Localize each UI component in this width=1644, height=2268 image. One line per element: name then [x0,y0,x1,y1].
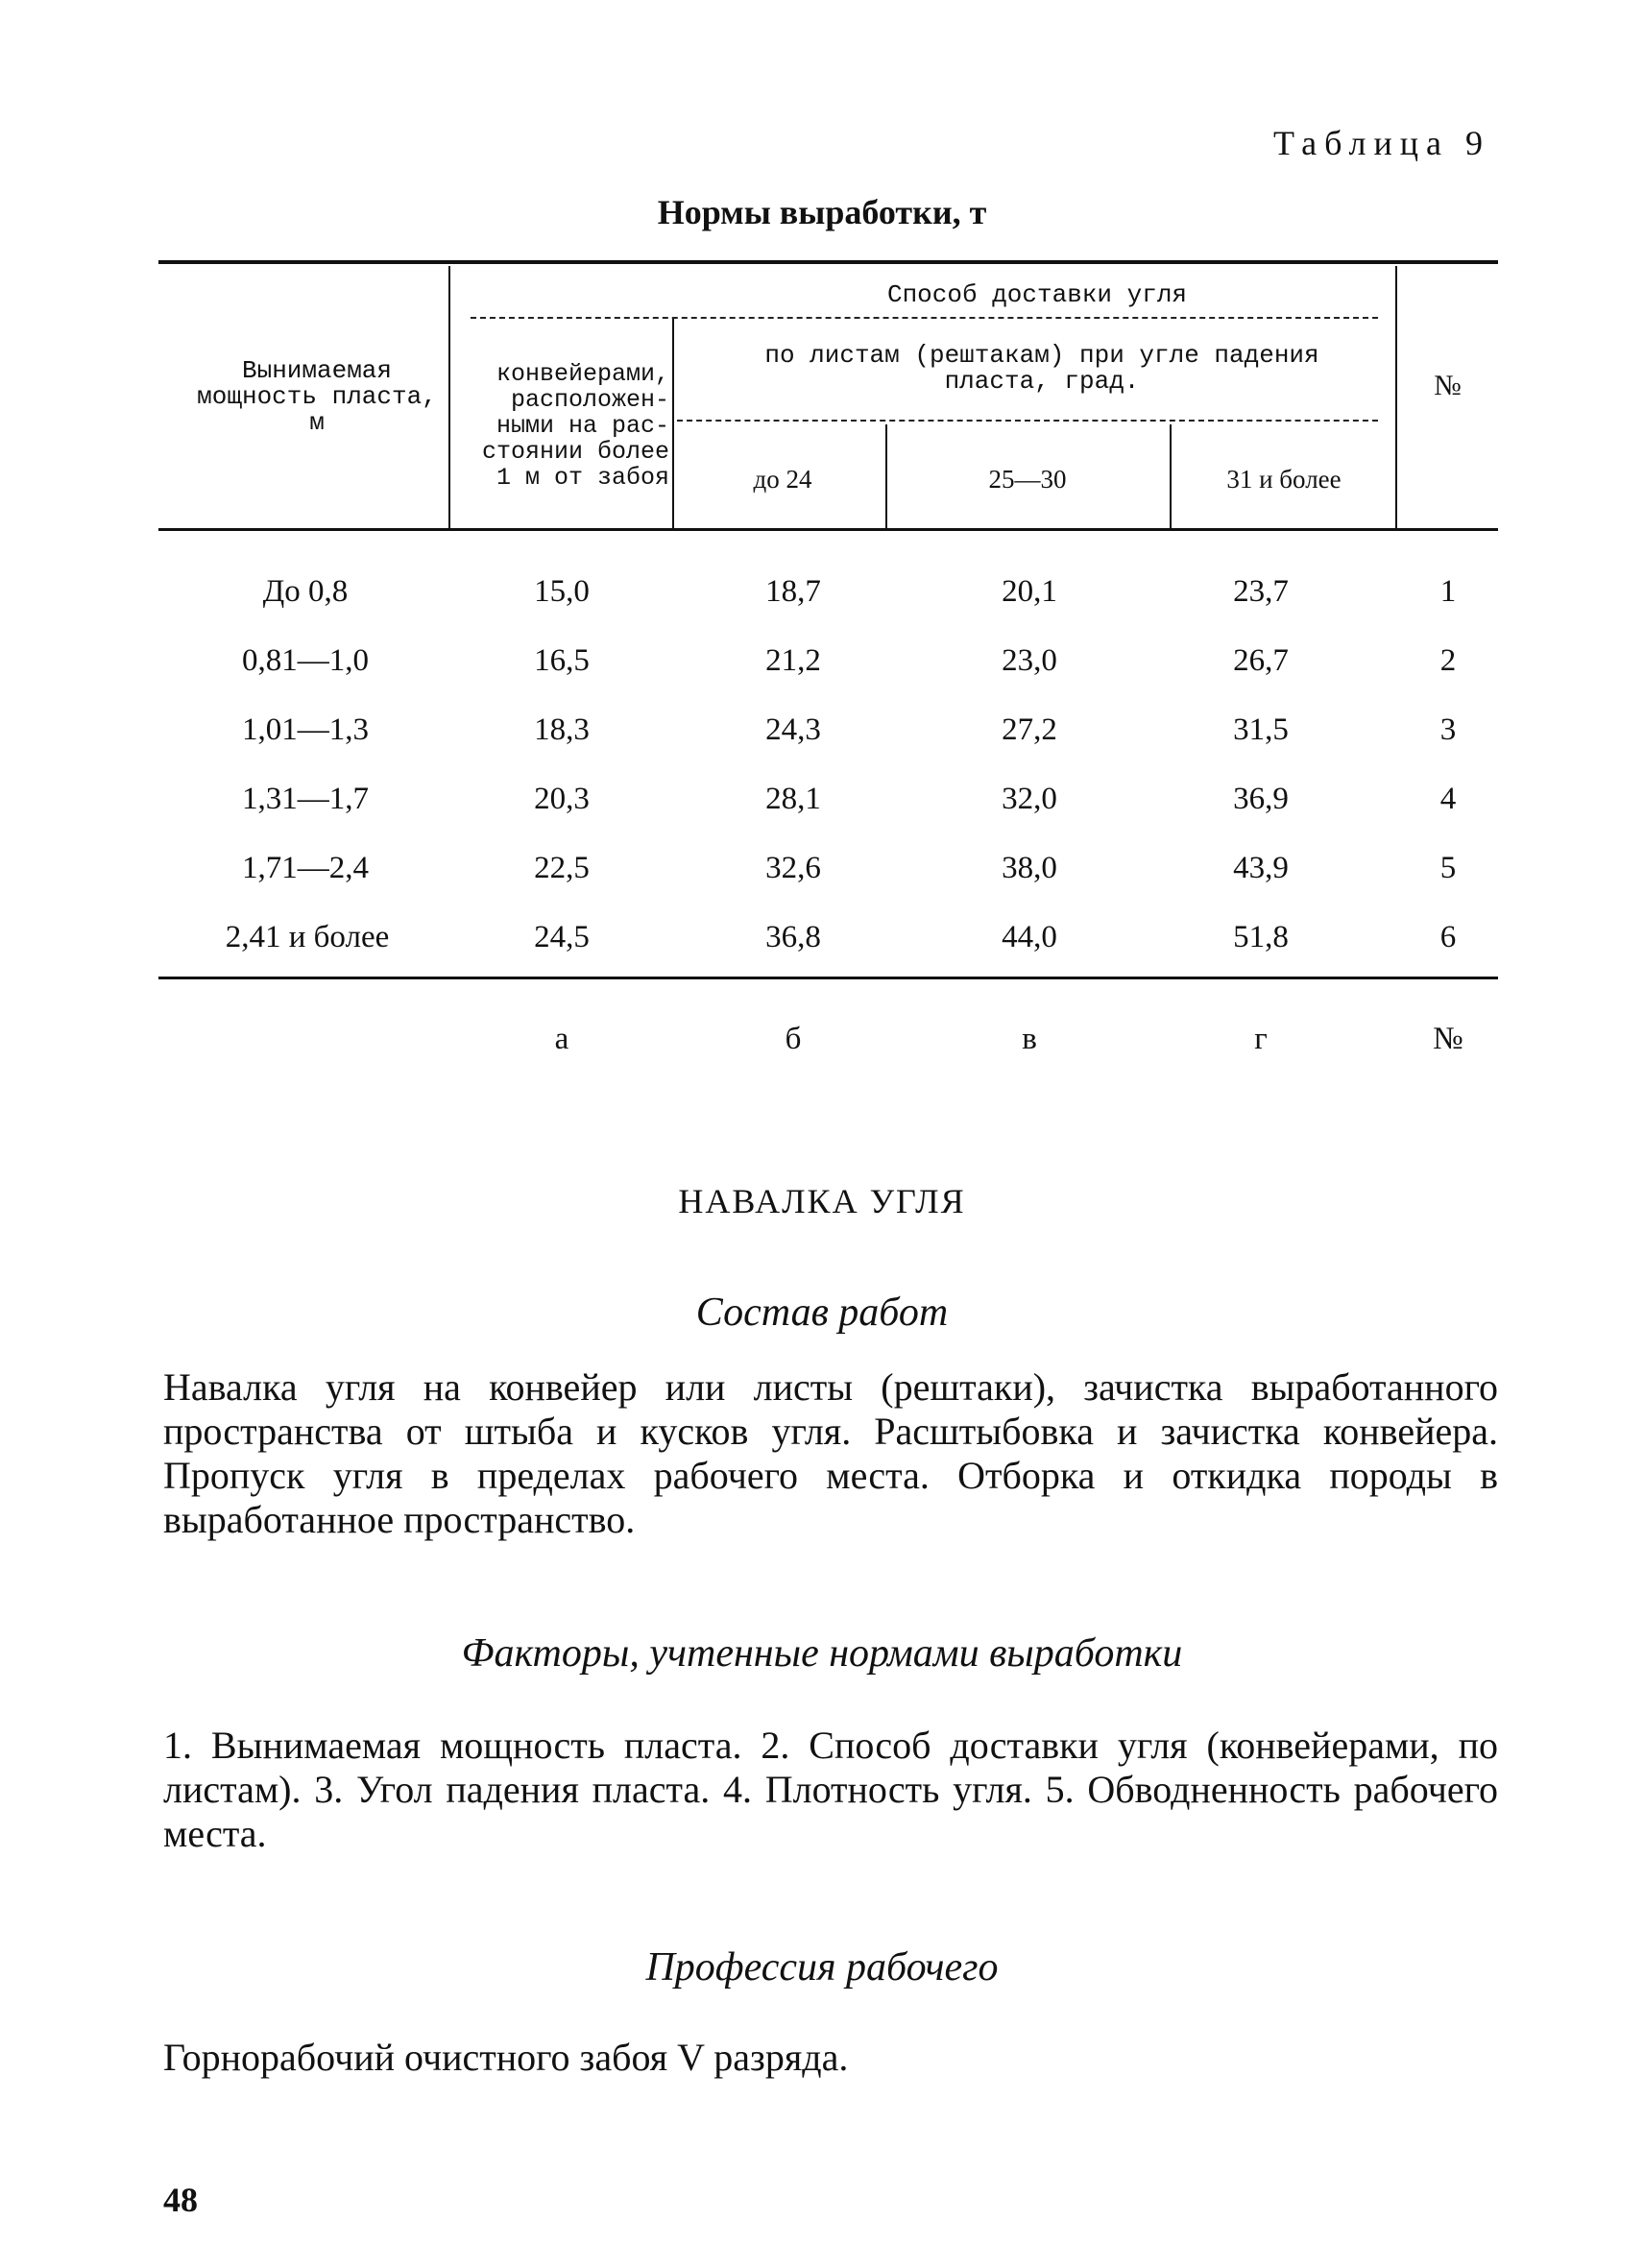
cell-c: 38,0 [1002,851,1057,885]
cell-d: 26,7 [1233,643,1289,678]
header-col-a-line4: стоянии более [481,438,669,466]
cell-thickness: 1,71—2,4 [242,851,369,885]
cell-c: 27,2 [1002,712,1057,747]
delivery-group-rule [471,317,1378,319]
footer-a: а [554,1022,569,1056]
cell-thickness: 2,41 и более [225,920,390,954]
cell-b: 21,2 [765,643,821,678]
table-title: Нормы выработки, т [657,193,987,231]
cell-no: 3 [1439,712,1457,747]
footer-no: № [1433,1022,1463,1056]
cell-b: 32,6 [765,851,821,885]
cell-b: 36,8 [765,920,821,954]
header-col-a [453,361,669,491]
table-label: Таблица 9 [1273,124,1490,162]
header-col-d: 31 и более [1226,465,1342,494]
cell-a: 22,5 [534,851,590,885]
header-col-no: № [1434,370,1462,401]
header-thickness: Вынимаемая мощность пласта, м [197,356,437,437]
header-col-b: до 24 [753,465,812,494]
header-col-c: 25—30 [988,465,1067,494]
cell-d: 31,5 [1233,712,1289,747]
cell-no: 5 [1439,851,1457,885]
cell-thickness: 1,31—1,7 [242,782,369,816]
cell-b: 28,1 [765,782,821,816]
header-col-a-line1: конвейерами, [496,360,669,388]
cell-a: 15,0 [534,574,590,609]
factors-heading: Факторы, учтенные нормами выработки [461,1631,1183,1676]
cell-c: 44,0 [1002,920,1057,954]
footer-d: г [1254,1022,1268,1056]
footer-c: в [1022,1022,1037,1056]
composition-heading: Состав работ [695,1291,949,1335]
section-title: НАВАЛКА УГЛЯ [678,1182,966,1220]
cell-no: 2 [1439,643,1457,678]
cell-b: 18,7 [765,574,821,609]
header-delivery-method: Способ доставки угля [886,280,1188,309]
header-col-a-line2: расположен- [510,386,669,414]
profession-text: Горнорабочий очистного забоя V разряда. [163,2036,849,2079]
cell-d: 43,9 [1233,851,1289,885]
composition-text: Навалка угля на конвейер или листы (рештаки), зачистка выработанного пространства от штыба и кусков угля. Расштыбовка и зачистка конвейера. Пропуск угля в пределах рабочего места. Отборка и откидка породы в выработанное пространство. [163,1365,1498,1541]
sheets-group-rule [677,420,1378,422]
divider-col0 [448,266,450,528]
cell-a: 20,3 [534,782,590,816]
cell-a: 24,5 [534,920,590,954]
cell-thickness: 0,81—1,0 [242,643,369,678]
header-bottom-rule [158,528,1498,531]
cell-a: 16,5 [534,643,590,678]
header-sheets-group: по листам (рештакам) при угле падения пласта, град. [764,341,1319,396]
profession-heading: Профессия рабочего [645,1945,999,1990]
cell-no: 6 [1439,920,1457,954]
cell-thickness: 1,01—1,3 [242,712,369,747]
cell-c: 20,1 [1002,574,1057,609]
divider-col-b [885,424,887,528]
page-number: 48 [163,2181,198,2219]
cell-a: 18,3 [534,712,590,747]
footer-b: б [785,1022,802,1056]
cell-b: 24,3 [765,712,821,747]
cell-no: 4 [1439,782,1457,816]
cell-thickness: До 0,8 [262,574,349,609]
cell-no: 1 [1439,574,1457,609]
divider-col-a [672,319,674,528]
cell-c: 32,0 [1002,782,1057,816]
table-top-rule [158,260,1498,264]
header-col-a-line3: ными на рас- [496,412,669,440]
factors-text: 1. Вынимаемая мощность пласта. 2. Способ доставки угля (конвейерами, по листам). 3. Угол падения пласта. 4. Плотность угля. 5. Обводненность рабочего места. [163,1724,1498,1855]
cell-d: 23,7 [1233,574,1289,609]
header-col-a-line5: 1 м от забоя [496,464,669,492]
cell-c: 23,0 [1002,643,1057,678]
divider-col-c [1170,424,1172,528]
cell-d: 51,8 [1233,920,1289,954]
table-bottom-rule [158,977,1498,979]
cell-d: 36,9 [1233,782,1289,816]
